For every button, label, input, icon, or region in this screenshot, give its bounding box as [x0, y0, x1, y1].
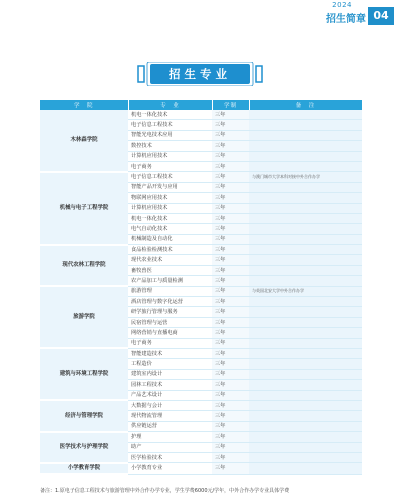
major-name: 农产品加工与质量检测 — [128, 276, 212, 286]
note-cell — [249, 348, 362, 358]
note-cell — [249, 307, 362, 317]
major-name: 护理 — [128, 432, 212, 442]
note-cell — [249, 182, 362, 192]
study-years: 三年 — [212, 452, 249, 462]
study-years: 三年 — [212, 182, 249, 192]
table-row — [40, 172, 362, 182]
college-name: 经济与管理学院 — [40, 400, 128, 431]
section-title: 招生专业 — [150, 64, 250, 84]
study-years: 三年 — [212, 390, 249, 400]
study-years: 三年 — [212, 245, 249, 255]
study-years: 三年 — [212, 432, 249, 442]
table-row — [40, 110, 362, 120]
table-row — [40, 400, 362, 410]
study-years: 三年 — [212, 276, 249, 286]
note-cell — [249, 390, 362, 400]
note-cell — [249, 400, 362, 410]
college-name: 建筑与环境工程学院 — [40, 348, 128, 400]
table-row — [40, 245, 362, 255]
major-name: 电子商务 — [128, 161, 212, 171]
note-cell — [249, 213, 362, 223]
note-cell — [249, 151, 362, 161]
study-years: 三年 — [212, 359, 249, 369]
section-title-banner — [132, 62, 268, 86]
study-years: 三年 — [212, 286, 249, 296]
study-years: 三年 — [212, 120, 249, 130]
study-years: 三年 — [212, 151, 249, 161]
major-name: 食品检验检测技术 — [128, 245, 212, 255]
major-name: 现代农业技术 — [128, 255, 212, 265]
study-years: 三年 — [212, 463, 249, 474]
table-row — [40, 348, 362, 358]
study-years: 三年 — [212, 442, 249, 452]
study-years: 三年 — [212, 141, 249, 151]
note-cell — [249, 203, 362, 213]
note-cell — [249, 359, 362, 369]
major-name: 机电一体化技术 — [128, 110, 212, 120]
header-year: 2024 — [332, 1, 352, 9]
note-cell — [249, 224, 362, 234]
college-name: 现代农林工程学院 — [40, 245, 128, 287]
note-cell — [249, 245, 362, 255]
note-cell — [249, 234, 362, 244]
major-name: 供应链运营 — [128, 421, 212, 431]
study-years: 三年 — [212, 348, 249, 358]
study-years: 三年 — [212, 380, 249, 390]
major-name: 机械制造及自动化 — [128, 234, 212, 244]
college-name: 小学教育学院 — [40, 463, 128, 474]
major-name: 医学检验技术 — [128, 452, 212, 462]
study-years: 三年 — [212, 421, 249, 431]
table-row — [40, 432, 362, 442]
note-cell — [249, 276, 362, 286]
study-years: 三年 — [212, 130, 249, 140]
note-cell — [249, 110, 362, 120]
study-years: 三年 — [212, 307, 249, 317]
study-years: 三年 — [212, 317, 249, 327]
major-name: 旅游管理 — [128, 286, 212, 296]
table-body — [40, 110, 362, 474]
college-name: 木林森学院 — [40, 110, 128, 172]
major-name: 智能产品开发与应用 — [128, 182, 212, 192]
note-cell — [249, 328, 362, 338]
table-row — [40, 463, 362, 474]
study-years: 三年 — [212, 338, 249, 348]
major-name: 助产 — [128, 442, 212, 452]
major-name: 研学旅行管理与服务 — [128, 307, 212, 317]
major-name: 电子信息工程技术 — [128, 120, 212, 130]
note-cell — [249, 141, 362, 151]
study-years: 三年 — [212, 255, 249, 265]
major-name: 计算机应用技术 — [128, 151, 212, 161]
study-years: 三年 — [212, 297, 249, 307]
study-years: 三年 — [212, 110, 249, 120]
note-cell — [249, 161, 362, 171]
table-header-row — [40, 100, 362, 110]
major-name: 电子信息工程技术 — [128, 172, 212, 182]
major-name: 电子商务 — [128, 338, 212, 348]
major-name: 电气自动化技术 — [128, 224, 212, 234]
study-years: 三年 — [212, 411, 249, 421]
note-cell — [249, 380, 362, 390]
note-cell — [249, 369, 362, 379]
major-name: 智能光电技术应用 — [128, 130, 212, 140]
note-cell — [249, 421, 362, 431]
note-cell — [249, 265, 362, 275]
note-cell — [249, 411, 362, 421]
study-years: 三年 — [212, 172, 249, 182]
major-name: 智能建造技术 — [128, 348, 212, 358]
note-cell: 与英国北安大学中外合作办学 — [249, 286, 362, 296]
note-cell — [249, 338, 362, 348]
major-name: 网络营销与直播电商 — [128, 328, 212, 338]
major-name: 数控技术 — [128, 141, 212, 151]
footnote: 备注：1.原电子信息工程技术与旅游管理中外合作办学专业，学生学费6000元/学年，中外合作办学专业具体学费 — [40, 488, 290, 494]
major-name: 现代物流管理 — [128, 411, 212, 421]
major-name: 工程造价 — [128, 359, 212, 369]
study-years: 三年 — [212, 265, 249, 275]
study-years: 三年 — [212, 203, 249, 213]
note-cell — [249, 120, 362, 130]
major-name: 畜牧兽医 — [128, 265, 212, 275]
study-years: 三年 — [212, 328, 249, 338]
major-name: 计算机应用技术 — [128, 203, 212, 213]
note-cell — [249, 297, 362, 307]
major-name: 机电一体化技术 — [128, 213, 212, 223]
study-years: 三年 — [212, 224, 249, 234]
note-cell — [249, 442, 362, 452]
col-header-years: 学制 — [212, 100, 249, 110]
college-name: 旅游学院 — [40, 286, 128, 348]
note-cell — [249, 317, 362, 327]
study-years: 三年 — [212, 213, 249, 223]
note-cell — [249, 432, 362, 442]
major-name: 酒店管理与数字化运营 — [128, 297, 212, 307]
major-name: 建筑室内设计 — [128, 369, 212, 379]
major-name: 民宿管理与运营 — [128, 317, 212, 327]
college-name: 医学技术与护理学院 — [40, 432, 128, 463]
majors-table — [40, 100, 363, 475]
major-name: 园林工程技术 — [128, 380, 212, 390]
major-name: 小学教育专业 — [128, 463, 212, 474]
note-cell: 与澳门城市大学本科对接中外合作办学 — [249, 172, 362, 182]
note-cell — [249, 255, 362, 265]
major-name: 产品艺术设计 — [128, 390, 212, 400]
note-cell — [249, 130, 362, 140]
major-name: 大数据与会计 — [128, 400, 212, 410]
note-cell — [249, 463, 362, 474]
col-header-college: 学 院 — [40, 100, 128, 110]
major-name: 物联网应用技术 — [128, 193, 212, 203]
col-header-major: 专 业 — [128, 100, 212, 110]
page-number-badge: 04 — [368, 7, 394, 25]
study-years: 三年 — [212, 161, 249, 171]
header-title: 招生简章 — [326, 14, 366, 25]
table-row — [40, 286, 362, 296]
study-years: 三年 — [212, 234, 249, 244]
college-name: 机械与电子工程学院 — [40, 172, 128, 245]
study-years: 三年 — [212, 400, 249, 410]
study-years: 三年 — [212, 193, 249, 203]
note-cell — [249, 193, 362, 203]
study-years: 三年 — [212, 369, 249, 379]
note-cell — [249, 452, 362, 462]
col-header-notes: 备 注 — [249, 100, 362, 110]
